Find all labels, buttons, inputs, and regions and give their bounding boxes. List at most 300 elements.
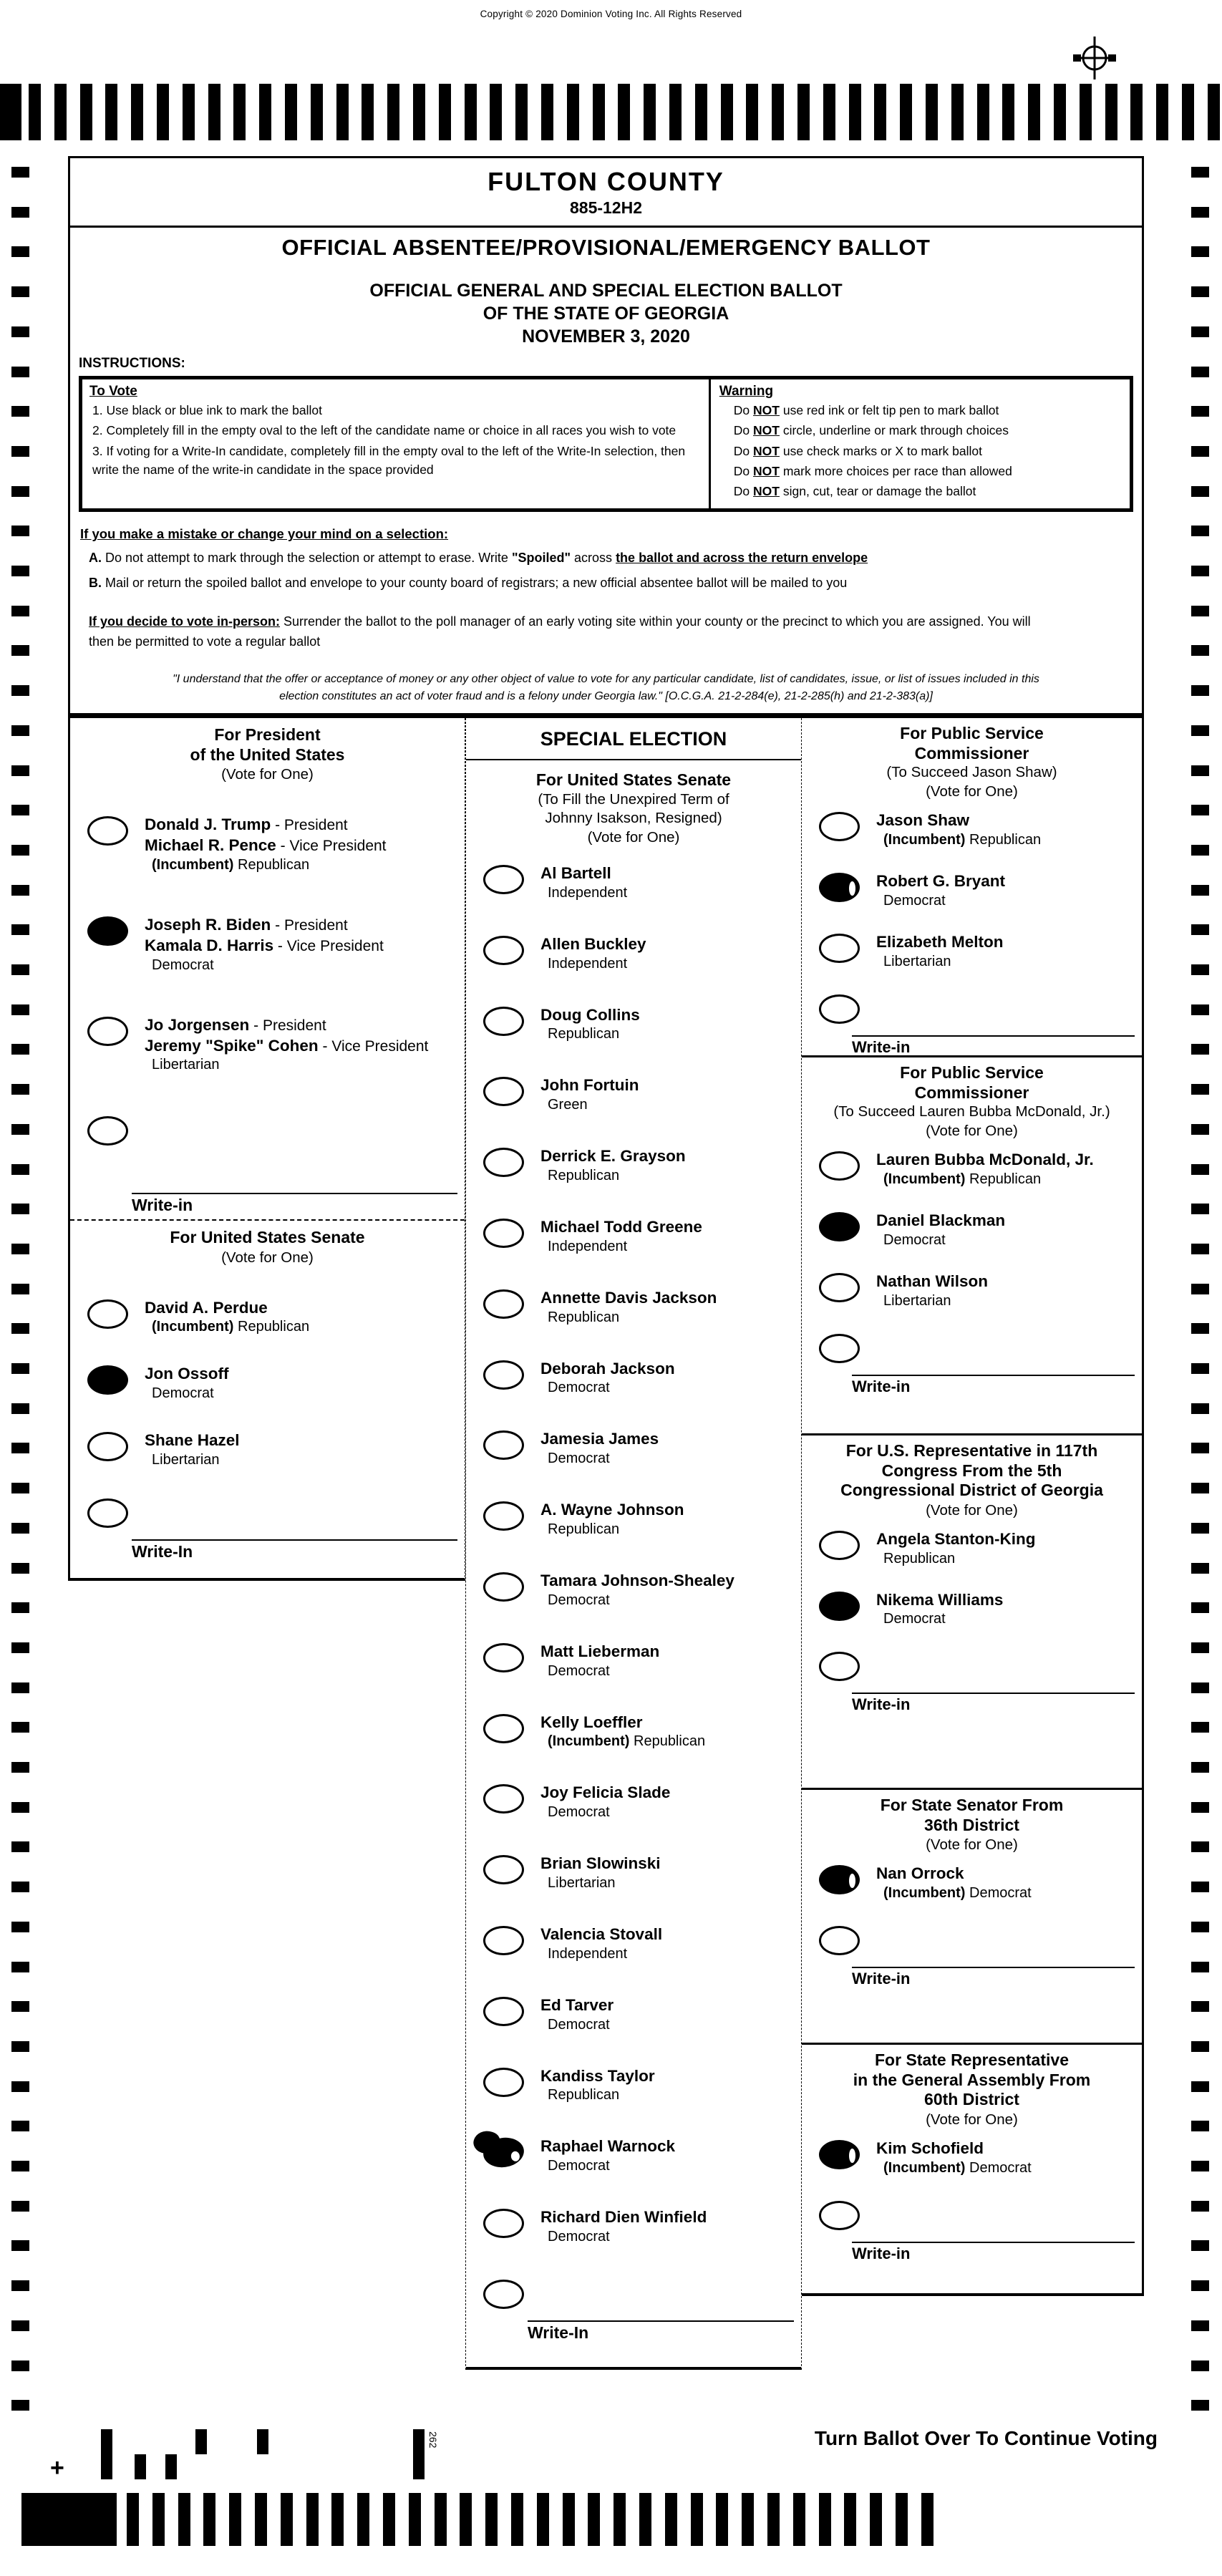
mistake-a-text: Do not attempt to mark through the selection or attempt to erase. Write [102, 551, 512, 565]
candidate-option [819, 1272, 1142, 1309]
edge-mark [1191, 2201, 1209, 2212]
write-in-area[interactable]: Write-In [528, 2320, 794, 2343]
candidate-option [87, 1430, 465, 1468]
edge-mark [11, 1403, 29, 1414]
edge-mark [11, 1124, 29, 1135]
party-name: Independent [548, 1945, 628, 1962]
edge-mark [1191, 685, 1209, 696]
ballot-oval[interactable] [819, 994, 860, 1024]
edge-mark [1191, 2320, 1209, 2331]
party-name: Libertarian [152, 1451, 220, 1468]
edge-mark [1191, 2400, 1209, 2411]
candidate-option [483, 1359, 801, 1397]
edge-mark [11, 2041, 29, 2052]
contest [802, 1788, 1142, 2043]
warning-item [734, 401, 1124, 420]
candidate-party [540, 1451, 797, 1467]
contest-title: 36th District [924, 1815, 1019, 1834]
warning-not-word: NOT [753, 443, 780, 458]
edge-mark [11, 1802, 29, 1813]
ballot-oval[interactable] [87, 1498, 128, 1528]
ballot-oval[interactable] [483, 1360, 524, 1390]
ballot-oval[interactable] [819, 934, 860, 963]
ballot-oval[interactable] [483, 865, 524, 894]
write-in-option [819, 1924, 1142, 1955]
ballot-oval[interactable] [483, 1148, 524, 1177]
candidate-party [145, 1319, 460, 1335]
ballot-oval[interactable] [483, 1855, 524, 1884]
write-in-area[interactable]: Write-in [852, 1375, 1135, 1396]
timing-mark [1130, 84, 1143, 140]
candidate-party [540, 885, 797, 901]
party-name: Republican [238, 1319, 310, 1335]
to-vote-item: 3. If voting for a Write-In candidate, completely fill in the empty oval to the left of the Write-In selection, then write the name of the write-in candidate in the space provided [92, 443, 686, 477]
timing-mark [644, 84, 656, 140]
warning-not-word: NOT [753, 484, 780, 498]
edge-mark [1191, 1204, 1209, 1214]
ballot-oval[interactable] [819, 873, 860, 902]
timing-mark [1182, 84, 1194, 140]
write-in-option [819, 993, 1142, 1024]
ballot-oval[interactable] [819, 1334, 860, 1363]
edge-mark [1191, 2161, 1209, 2171]
edge-mark [1191, 2041, 1209, 2052]
party-name: Democrat [548, 1662, 610, 1679]
ballot-oval[interactable] [483, 2209, 524, 2238]
candidate-option [87, 1298, 465, 1336]
timing-mark [896, 2493, 908, 2546]
timing-mark [537, 2493, 549, 2546]
candidate-name: Al Bartell [540, 864, 611, 883]
write-in-option [819, 1650, 1142, 1681]
candidate-party [540, 1875, 797, 1892]
candidate-party [876, 1885, 1138, 1902]
party-name: Democrat [548, 1380, 610, 1396]
candidate-name: Nathan Wilson [876, 1272, 989, 1291]
candidate-party [540, 1380, 797, 1396]
edge-mark [1191, 367, 1209, 377]
party-name: Libertarian [548, 1875, 616, 1892]
timing-mark [439, 84, 451, 140]
contest-title: For State Representative [875, 2050, 1069, 2069]
candidate-name: Jon Ossoff [145, 1365, 229, 1383]
ballot-oval[interactable] [483, 1926, 524, 1955]
ballot-oval[interactable] [819, 1273, 860, 1302]
candidate-name: Michael R. Pence - Vice President [145, 836, 387, 855]
ballot-oval[interactable] [87, 816, 128, 846]
ballot-oval[interactable] [483, 2068, 524, 2097]
candidate-party [876, 832, 1138, 848]
edge-mark [1191, 2240, 1209, 2251]
ballot-oval[interactable] [87, 1365, 128, 1395]
contest [802, 2043, 1142, 2291]
party-name: Democrat [548, 2016, 610, 2033]
timing-mark [695, 84, 707, 140]
timing-mark [716, 2493, 728, 2546]
incumbent-label: (Incumbent) [883, 2159, 969, 2176]
candidate-name: Deborah Jackson [540, 1359, 675, 1377]
copyright-text: Copyright © 2020 Dominion Voting Inc. All Rights Reserved [480, 9, 742, 19]
timing-mark [127, 2493, 139, 2546]
candidate-party [540, 1097, 797, 1113]
edge-mark [1191, 1483, 1209, 1493]
contest-column-left [68, 718, 465, 1581]
edge-mark [11, 2201, 29, 2212]
party-name: Republican [548, 1309, 620, 1325]
write-in-area[interactable]: Write-in [132, 1193, 457, 1215]
candidate-name: Kandiss Taylor [540, 2066, 655, 2085]
candidate-name: A. Wayne Johnson [540, 1501, 684, 1519]
ballot-oval[interactable] [819, 1865, 860, 1894]
edge-mark [1191, 2121, 1209, 2131]
ballot-oval[interactable] [483, 1077, 524, 1106]
party-name: Democrat [969, 1884, 1032, 1901]
edge-mark [11, 1204, 29, 1214]
party-name: Green [548, 1097, 588, 1113]
candidate-name: David A. Perdue [145, 1298, 268, 1317]
ballot-oval[interactable] [483, 1219, 524, 1248]
vote-for-instruction: (Vote for One) [926, 783, 1018, 800]
warning-column [711, 379, 1130, 508]
ballot-oval[interactable] [819, 812, 860, 841]
ballot-oval[interactable] [483, 1784, 524, 1814]
to-vote-list [89, 401, 700, 479]
edge-mark [11, 964, 29, 975]
warning-item [734, 462, 1124, 480]
edge-mark [11, 1244, 29, 1254]
edge-mark [1191, 1044, 1209, 1055]
timing-mark [435, 2493, 447, 2546]
party-name: Independent [548, 955, 628, 972]
candidate-option [819, 871, 1142, 909]
candidate-name: Joy Felicia Slade [540, 1783, 671, 1802]
edge-mark [1191, 1284, 1209, 1294]
timing-mark [383, 2493, 395, 2546]
candidate-option [483, 1783, 801, 1821]
write-in-option [87, 1497, 465, 1528]
candidate-party [540, 1733, 797, 1750]
write-in-option [819, 1332, 1142, 1363]
candidate-party [540, 1521, 797, 1538]
party-name: Republican [548, 1521, 620, 1538]
edge-mark [1191, 964, 1209, 975]
ballot-oval[interactable] [87, 1299, 128, 1329]
write-in-area[interactable]: Write-in [852, 1693, 1135, 1714]
party-name: Democrat [548, 1451, 610, 1467]
warning-item [734, 442, 1124, 460]
ballot-oval[interactable] [483, 1643, 524, 1672]
edge-mark [11, 1922, 29, 1932]
ballot-oval[interactable] [819, 1652, 860, 1681]
ballot-oval[interactable] [483, 1430, 524, 1460]
party-name: Democrat [883, 893, 946, 909]
timing-mark [563, 2493, 575, 2546]
edge-mark [11, 885, 29, 896]
timing-mark [665, 2493, 677, 2546]
candidate-party [145, 857, 460, 873]
edge-mark [1191, 1882, 1209, 1892]
timing-mark [409, 2493, 421, 2546]
candidate-option [819, 1864, 1142, 1902]
timing-mark [259, 84, 271, 140]
edge-mark [1191, 207, 1209, 218]
incumbent-label: (Incumbent) [152, 1319, 238, 1335]
candidate-option [819, 1529, 1142, 1567]
ballot-oval[interactable] [483, 1501, 524, 1531]
edge-mark [1191, 1403, 1209, 1414]
edge-mark [11, 1882, 29, 1892]
candidate-party [876, 1293, 1138, 1309]
party-name: Democrat [883, 1232, 946, 1249]
ballot-oval[interactable] [87, 916, 128, 946]
vote-for-instruction: (Vote for One) [926, 1501, 1018, 1519]
timing-mark [485, 2493, 498, 2546]
timing-mark [54, 84, 67, 140]
candidate-party [540, 1168, 797, 1184]
ballot-header-box [68, 228, 1144, 716]
to-vote-heading: To Vote [89, 384, 137, 399]
ballot-oval[interactable] [481, 2136, 525, 2171]
vote-for-instruction: (Vote for One) [587, 829, 680, 846]
timing-mark [618, 84, 630, 140]
contest-title: Congressional District of Georgia [840, 1481, 1103, 1500]
ballot-oval[interactable] [483, 1007, 524, 1036]
candidate-party [540, 2229, 797, 2245]
timing-mark [515, 84, 528, 140]
candidate-name: Jo Jorgensen - President [145, 1015, 326, 1034]
timing-mark [29, 84, 41, 140]
candidate-option [87, 915, 465, 974]
ballot-oval[interactable] [483, 2280, 524, 2309]
in-person-text: Surrender the ballot to the poll manager of an early voting site within your county or the precinct to which you are assigned. You will then be permitted to vote a regular ballot [89, 614, 1031, 649]
candidate-option [483, 1146, 801, 1184]
edge-mark [1191, 167, 1209, 178]
write-in-option [483, 2278, 801, 2309]
timing-mark [311, 84, 323, 140]
candidate-party [540, 1804, 797, 1821]
ballot-oval[interactable] [483, 936, 524, 965]
vote-for-instruction: (Vote for One) [221, 766, 314, 783]
timing-mark [1054, 84, 1066, 140]
edge-mark [1191, 246, 1209, 257]
edge-mark [1191, 1642, 1209, 1653]
ballot-oval[interactable] [819, 1531, 860, 1560]
to-vote-item: 1. Use black or blue ink to mark the ballot [92, 403, 322, 417]
edge-mark [1191, 1802, 1209, 1813]
edge-mark [1191, 645, 1209, 656]
candidate-option [483, 1571, 801, 1609]
edge-mark [11, 1642, 29, 1653]
stub-mark [413, 2429, 425, 2479]
write-in-area[interactable]: Write-in [852, 1967, 1135, 1988]
write-in-area[interactable]: Write-In [132, 1539, 457, 1561]
ballot-oval[interactable] [87, 1432, 128, 1461]
edge-mark [11, 566, 29, 576]
timing-mark [951, 84, 964, 140]
edge-mark [11, 1962, 29, 1972]
stub-mark [195, 2429, 207, 2454]
ballot-oval[interactable] [483, 1997, 524, 2026]
timing-block [0, 84, 21, 140]
edge-mark [11, 685, 29, 696]
candidate-option [483, 1854, 801, 1892]
timing-mark [281, 2493, 293, 2546]
edge-mark [1191, 1563, 1209, 1574]
ballot-oval[interactable] [819, 1212, 860, 1241]
mistake-a-label: A. [89, 551, 102, 565]
timing-mark [870, 2493, 882, 2546]
candidate-option [87, 815, 465, 873]
timing-mark [772, 84, 784, 140]
candidate-party [876, 1232, 1138, 1249]
timing-mark [1208, 84, 1220, 140]
mistake-a-mid: across [571, 551, 616, 565]
edge-mark [1191, 1841, 1209, 1852]
candidate-party [540, 2158, 797, 2174]
write-in-area[interactable]: Write-in [852, 1035, 1135, 1055]
candidate-name: Tamara Johnson-Shealey [540, 1572, 734, 1590]
candidate-party [876, 893, 1138, 909]
write-in-area[interactable]: Write-in [852, 2242, 1135, 2263]
warning-list [719, 401, 1124, 500]
edge-mark [1191, 1722, 1209, 1733]
ballot-oval[interactable] [819, 2140, 860, 2169]
contest-title: For State Senator From [880, 1796, 1064, 1814]
candidate-option [483, 1288, 801, 1326]
contest-title: Congress From the 5th [881, 1461, 1062, 1480]
timing-mark [593, 84, 605, 140]
edge-mark [1191, 2081, 1209, 2092]
timing-mark [178, 2493, 190, 2546]
contest-title: For United States Senate [535, 770, 732, 789]
timing-mark [669, 84, 682, 140]
edge-mark [11, 1602, 29, 1613]
to-vote-item: 2. Completely fill in the empty oval to the left of the candidate name or choice in all races you wish to vote [92, 423, 677, 438]
ballot-oval[interactable] [87, 1116, 128, 1146]
edge-mark [11, 2400, 29, 2411]
warning-do-word: Do [733, 443, 754, 458]
timing-mark [233, 84, 246, 140]
edge-mark [1191, 566, 1209, 576]
edge-mark [11, 1164, 29, 1175]
timing-mark [490, 84, 502, 140]
contest-subtitle: (To Succeed Lauren Bubba McDonald, Jr.) [833, 1103, 1110, 1120]
to-vote-column [82, 379, 711, 508]
party-name: Democrat [548, 2158, 610, 2174]
candidate-name: Doug Collins [540, 1005, 640, 1024]
party-name: Democrat [548, 2229, 610, 2245]
ballot-oval[interactable] [819, 2201, 860, 2230]
edge-mark [11, 207, 29, 218]
timing-mark [614, 2493, 626, 2546]
edge-mark [1191, 1443, 1209, 1453]
ballot-oval[interactable] [483, 1572, 524, 1602]
mistake-a-spoiled: "Spoiled" [511, 551, 571, 565]
party-name: Republican [238, 856, 310, 873]
timing-mark [285, 84, 297, 140]
edge-mark [11, 2360, 29, 2371]
party-name: Republican [548, 2087, 620, 2103]
registration-plus-mark: + [50, 2454, 64, 2481]
mistake-b-text: Mail or return the spoiled ballot and envelope to your county board of registrars; a new official absentee ballot will be mailed to you [102, 576, 848, 591]
incumbent-label: (Incumbent) [548, 1733, 634, 1750]
timing-mark [1080, 84, 1092, 140]
edge-mark [11, 1084, 29, 1095]
edge-mark [1191, 326, 1209, 337]
candidate-party [145, 1057, 460, 1073]
ballot-oval[interactable] [483, 1289, 524, 1319]
candidate-party [876, 954, 1138, 970]
candidate-name: Jamesia James [540, 1430, 659, 1448]
candidate-name: Raphael Warnock [540, 2137, 675, 2156]
timing-mark [874, 84, 886, 140]
ballot-oval[interactable] [483, 1714, 524, 1743]
candidate-name: Nikema Williams [876, 1590, 1004, 1609]
edge-mark [11, 326, 29, 337]
candidate-option [87, 1015, 465, 1074]
contest-title: For Public Service [900, 1063, 1044, 1082]
edge-mark [1191, 1602, 1209, 1613]
turn-ballot-over-text: Turn Ballot Over To Continue Voting [814, 2427, 1158, 2449]
edge-mark [11, 645, 29, 656]
timing-mark [691, 2493, 703, 2546]
stub-mark [165, 2454, 177, 2479]
candidate-name: Donald J. Trump - President [145, 815, 348, 834]
edge-mark [11, 1044, 29, 1055]
candidate-option [483, 1924, 801, 1962]
candidate-name: Matt Lieberman [540, 1642, 660, 1660]
ballot-oval[interactable] [819, 1151, 860, 1181]
edge-mark [11, 765, 29, 776]
edge-mark [11, 167, 29, 178]
election-title: OFFICIAL GENERAL AND SPECIAL ELECTION BALLOT [369, 281, 843, 301]
edge-mark [11, 1284, 29, 1294]
timing-mark [1105, 84, 1117, 140]
candidate-option [483, 1500, 801, 1538]
edge-mark [1191, 765, 1209, 776]
oath-line-2: election constitutes an act of voter fraud and is a felony under Georgia law." [O.C.G.A. 21-2-284(e), 21-2-285(h) and 21-2-383(a)] [279, 690, 933, 703]
contest-subtitle: Johnny Isakson, Resigned) [545, 809, 722, 826]
ballot-oval[interactable] [819, 1926, 860, 1955]
candidate-option [483, 1642, 801, 1680]
ballot-oval[interactable] [87, 1017, 128, 1046]
mistake-a-underlined: the ballot and across the return envelope [616, 551, 868, 565]
mistake-heading: If you make a mistake or change your mind on a selection: [80, 526, 449, 541]
warning-item [734, 482, 1124, 500]
contest [802, 1433, 1142, 1788]
contest-subtitle: (To Succeed Jason Shaw) [886, 764, 1057, 781]
ballot-oval[interactable] [819, 1592, 860, 1621]
edge-mark [1191, 406, 1209, 417]
timing-mark [306, 2493, 319, 2546]
party-name: Democrat [152, 957, 214, 973]
party-name: Republican [548, 1168, 620, 1184]
candidate-name: Joseph R. Biden - President [145, 915, 348, 934]
timing-mark [255, 2493, 267, 2546]
contest [70, 718, 465, 1219]
warning-item-text: circle, underline or mark through choices [779, 423, 1009, 438]
candidate-party [145, 957, 460, 974]
warning-item-text: sign, cut, tear or damage the ballot [779, 484, 976, 498]
timing-mark [331, 2493, 344, 2546]
edge-mark [11, 1523, 29, 1534]
timing-mark [844, 2493, 856, 2546]
timing-mark [203, 2493, 215, 2546]
edge-mark [11, 1443, 29, 1453]
timing-mark [797, 84, 810, 140]
timing-mark [588, 2493, 600, 2546]
edge-mark [1191, 1004, 1209, 1015]
